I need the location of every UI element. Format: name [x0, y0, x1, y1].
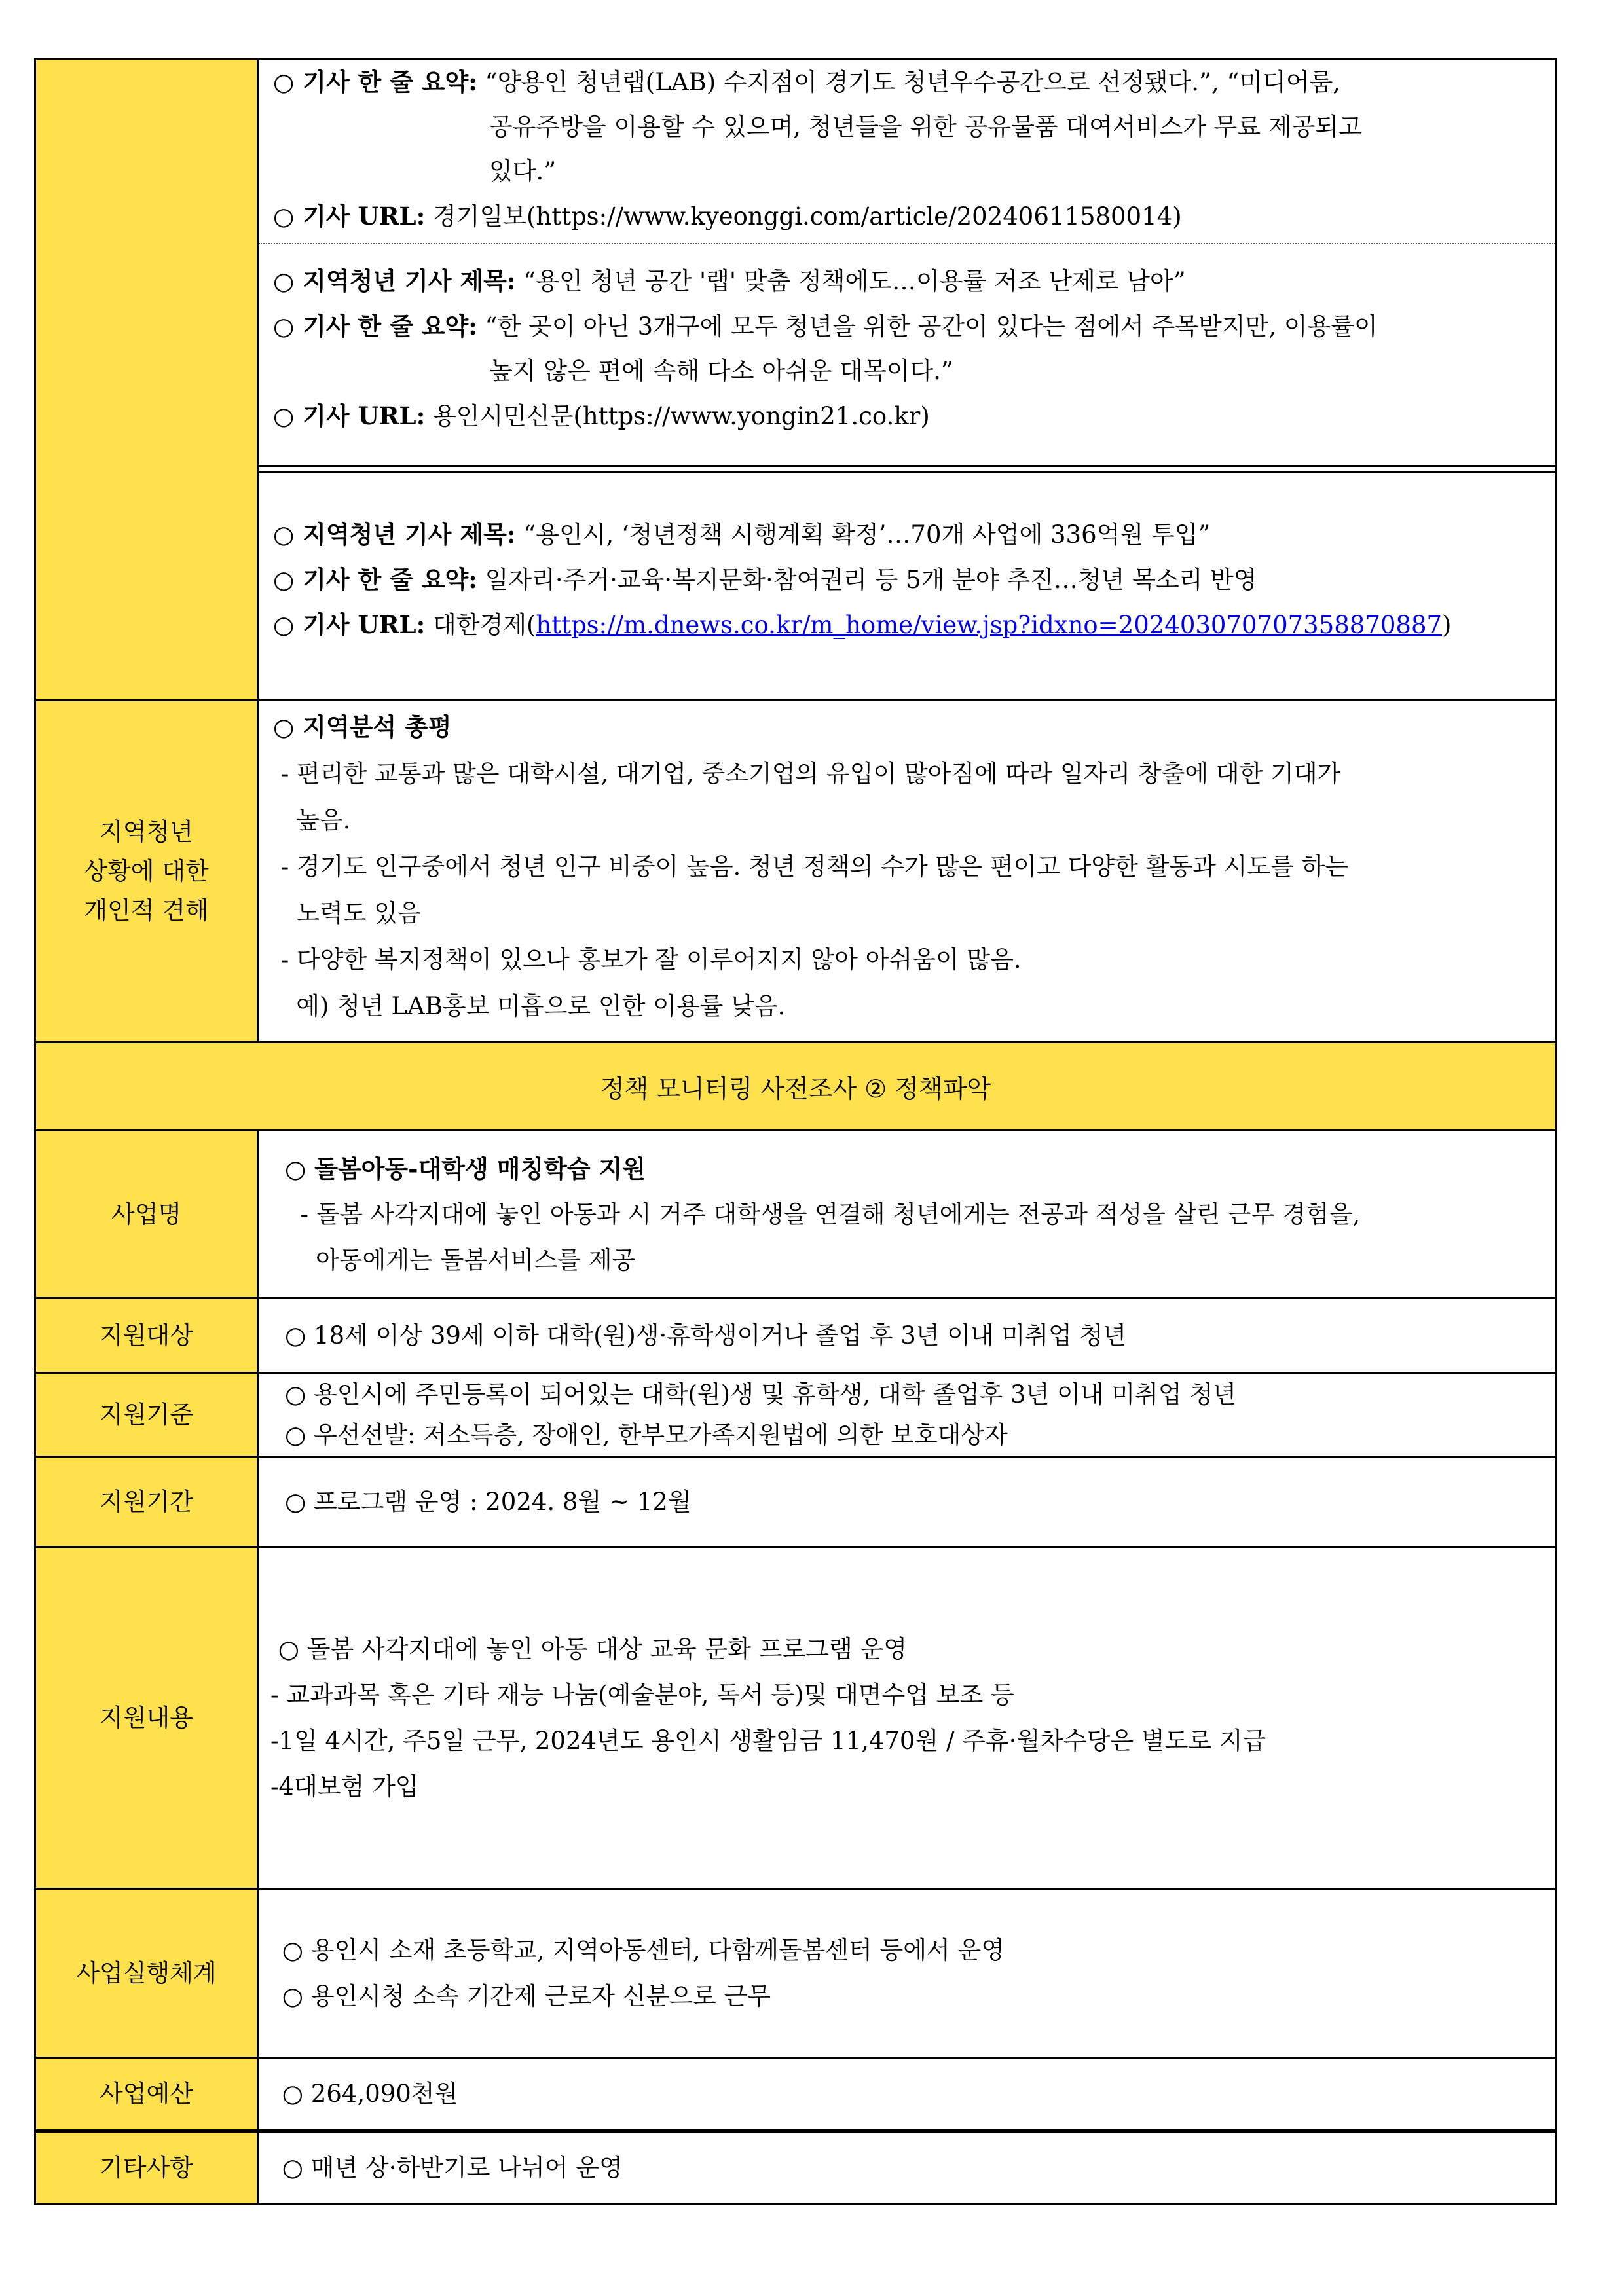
url-text: 용인시민신문(https://www.yongin21.co.kr) — [425, 402, 930, 430]
title-text: “용인 청년 공간 '랩' 맞춤 정책에도…이용률 저조 난제로 남아” — [515, 267, 1186, 295]
policy-content — [258, 1131, 1557, 1298]
policy-label: 기타사항 — [35, 2131, 258, 2205]
policy-content — [258, 1457, 1557, 1547]
policy-line: ○ 매년 상·하반기로 나뉘어 운영 — [274, 2154, 623, 2182]
policy-label: 지원대상 — [35, 1298, 258, 1373]
url-suffix: ) — [1442, 611, 1452, 639]
policy-content — [258, 1547, 1557, 1889]
news-block-1 — [259, 60, 1555, 243]
url-label: ○ 기사 URL: — [273, 202, 426, 230]
policy-line: -1일 4시간, 주5일 근무, 2024년도 용인시 생활임금 11,470원 / 주휴·월차수당은 별도로 지급 — [270, 1726, 1266, 1755]
policy-line: ○ 용인시에 주민등록이 되어있는 대학(원)생 및 휴학생, 대학 졸업후 3년 이내 미취업 청년 — [285, 1380, 1236, 1408]
policy-line: ○ 돌봄 사각지대에 놓인 아동 대상 교육 문화 프로그램 운영 — [270, 1634, 907, 1663]
url-prefix: 대한경제( — [425, 611, 536, 639]
opinion-line: 노력도 있음 — [273, 899, 421, 927]
summary-label: ○ 기사 한 줄 요약: — [273, 565, 477, 594]
policy-label: 지원내용 — [35, 1547, 258, 1889]
summary-label: ○ 기사 한 줄 요약: — [273, 312, 477, 340]
summary-text: 공유주방을 이용할 수 있으며, 청년들을 위한 공유물품 대여서비스가 무료 제공되고 — [489, 113, 1362, 141]
policy-row-name — [35, 1131, 1557, 1298]
policy-row-budget — [35, 2058, 1557, 2131]
opinion-label: 지역청년 상황에 대한 개인적 견해 — [84, 817, 209, 925]
policy-label: 사업명 — [35, 1131, 258, 1298]
section-title: 정책 모니터링 사전조사 ② 정책파악 — [35, 1042, 1557, 1131]
opinion-line: - 편리한 교통과 많은 대학시설, 대기업, 중소기업의 유입이 많아짐에 따라 일자리 창출에 대한 기대가 — [273, 760, 1341, 788]
section-band-row — [35, 1042, 1557, 1131]
news-block-2 — [259, 243, 1555, 465]
policy-row-criteria — [35, 1373, 1557, 1457]
opinion-line: - 다양한 복지정책이 있으나 홍보가 잘 이루어지지 않아 아쉬움이 많음. — [273, 946, 1022, 974]
policy-line: ○ 우선선발: 저소득층, 장애인, 한부모가족지원법에 의한 보호대상자 — [285, 1420, 1008, 1449]
summary-text: 있다.” — [489, 157, 557, 185]
policy-label: 사업예산 — [35, 2058, 258, 2131]
policy-label: 사업실행체계 — [35, 1889, 258, 2058]
news-content-cell — [258, 59, 1557, 701]
policy-line: ○ 용인시청 소속 기간제 근로자 신분으로 근무 — [274, 1981, 771, 2010]
news-label-cell — [35, 59, 258, 701]
policy-content — [258, 1298, 1557, 1373]
policy-content — [258, 2058, 1557, 2131]
policy-line: 아동에게는 돌봄서비스를 제공 — [285, 1245, 636, 1274]
opinion-row — [35, 701, 1557, 1042]
policy-line: - 돌봄 사각지대에 놓인 아동과 시 거주 대학생을 연결해 청년에게는 전공과 적성을 살린 근무 경험을, — [285, 1200, 1361, 1228]
policy-content — [258, 1373, 1557, 1457]
policy-row-period — [35, 1457, 1557, 1547]
document-page — [34, 58, 1555, 2205]
title-text: “용인시, ‘청년정책 시행계획 확정’…70개 사업에 336억원 투입” — [515, 521, 1211, 549]
news-block-3 — [259, 473, 1555, 659]
summary-text: 일자리·주거·교육·복지문화·참여권리 등 5개 분야 추진…청년 목소리 반영 — [477, 566, 1257, 594]
policy-content — [258, 2131, 1557, 2205]
policy-line: ○ 용인시 소재 초등학교, 지역아동센터, 다함께돌봄센터 등에서 운영 — [274, 1936, 1005, 1964]
policy-row-etc — [35, 2131, 1557, 2205]
summary-text: “한 곳이 아닌 3개구에 모두 청년을 위한 공간이 있다는 점에서 주목받지만, 이용률이 — [477, 312, 1378, 340]
policy-label: 지원기준 — [35, 1373, 258, 1457]
title-label: ○ 지역청년 기사 제목: — [273, 520, 516, 549]
summary-text: 높지 않은 편에 속해 다소 아쉬운 대목이다.” — [489, 357, 953, 385]
opinion-content-cell — [258, 701, 1557, 1042]
url-text: 경기일보(https://www.kyeonggi.com/article/20240611580014) — [425, 202, 1182, 230]
url-label: ○ 기사 URL: — [273, 610, 426, 639]
policy-heading: ○ 돌봄아동-대학생 매칭학습 지원 — [285, 1154, 646, 1183]
policy-line: ○ 18세 이상 39세 이하 대학(원)생·휴학생이거나 졸업 후 3년 이내 미취업 청년 — [285, 1321, 1127, 1349]
report-table — [34, 58, 1557, 2205]
policy-line: ○ 264,090천원 — [274, 2080, 458, 2108]
policy-row-target — [35, 1298, 1557, 1373]
summary-label: ○ 기사 한 줄 요약: — [273, 67, 477, 96]
policy-line: -4대보험 가입 — [270, 1772, 419, 1801]
article-link[interactable]: https://m.dnews.co.kr/m_home/view.jsp?idxno=202403070707358870887 — [536, 611, 1443, 639]
policy-row-system — [35, 1889, 1557, 2058]
opinion-line: - 경기도 인구중에서 청년 인구 비중이 높음. 청년 정책의 수가 많은 편이고 다양한 활동과 시도를 하는 — [273, 853, 1349, 881]
policy-line: - 교과과목 혹은 기타 재능 나눔(예술분야, 독서 등)및 대면수업 보조 등 — [270, 1680, 1014, 1709]
url-label: ○ 기사 URL: — [273, 401, 426, 430]
opinion-heading: ○ 지역분석 총평 — [273, 712, 452, 741]
policy-line: ○ 프로그램 운영 : 2024. 8월 ~ 12월 — [285, 1487, 692, 1516]
opinion-line: 예) 청년 LAB홍보 미흡으로 인한 이용률 낮음. — [273, 992, 786, 1020]
summary-text: “양용인 청년랩(LAB) 수지점이 경기도 청년우수공간으로 선정됐다.”, “미디어룸, — [477, 68, 1341, 96]
policy-content — [258, 1889, 1557, 2058]
news-row — [35, 59, 1557, 701]
policy-label: 지원기간 — [35, 1457, 258, 1547]
title-label: ○ 지역청년 기사 제목: — [273, 266, 516, 295]
opinion-line: 높음. — [273, 806, 351, 834]
opinion-label-cell — [35, 701, 258, 1042]
policy-row-content — [35, 1547, 1557, 1889]
